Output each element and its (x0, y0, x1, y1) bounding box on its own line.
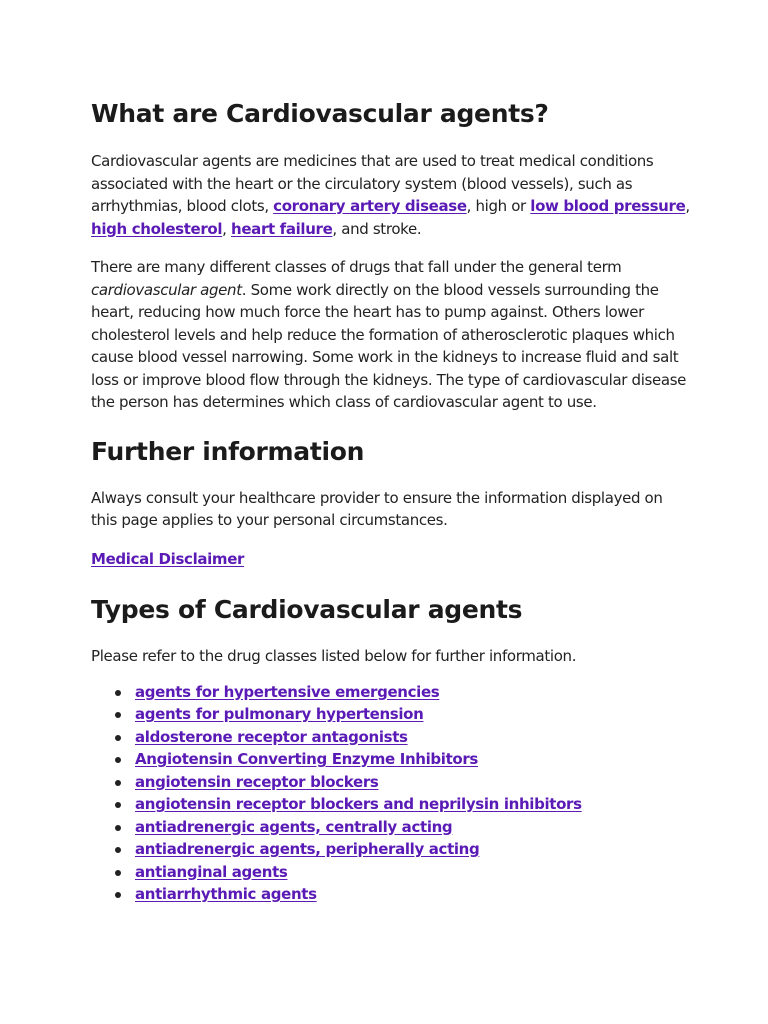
drug-classes-paragraph (91, 256, 691, 414)
link-drug-class[interactable]: antianginal agents (135, 862, 288, 881)
link-drug-class[interactable]: agents for pulmonary hypertension (135, 705, 424, 723)
link-heart-failure[interactable]: heart failure (231, 219, 333, 238)
intro-text-5: , and stroke. (332, 219, 422, 238)
list-item (91, 703, 691, 726)
intro-text-3: , (685, 197, 690, 215)
bullet-icon (115, 757, 121, 763)
list-item (91, 726, 691, 749)
bullet-icon (115, 690, 121, 696)
bullet-icon (115, 825, 121, 831)
drug-class-list (91, 681, 691, 906)
link-low-blood-pressure[interactable]: low blood pressure (530, 197, 686, 215)
consult-paragraph: Always consult your healthcare provider to ensure the information displayed on this page applies to your personal circumstances. (91, 488, 663, 529)
link-medical-disclaimer[interactable]: Medical Disclaimer (91, 549, 245, 568)
bullet-icon (115, 780, 121, 786)
bullet-icon (115, 870, 121, 876)
heading-types-of-cardiovascular-agents: Types of Cardiovascular agents (91, 595, 523, 624)
link-drug-class[interactable]: antiadrenergic agents, peripherally acting (135, 840, 480, 858)
refer-paragraph: Please refer to the drug classes listed below for further information. (91, 647, 577, 665)
link-drug-class[interactable]: angiotensin receptor blockers and neprilysin inhibitors (135, 795, 582, 813)
heading-further-information: Further information (91, 436, 365, 466)
link-drug-class[interactable]: antiarrhythmic agents (135, 885, 317, 903)
article-content (91, 96, 691, 906)
disclaimer-paragraph (91, 548, 691, 571)
list-item (91, 748, 691, 771)
bullet-icon (115, 802, 121, 808)
classes-term: cardiovascular agent (91, 280, 242, 299)
heading-what-are-cardiovascular-agents: What are Cardiovascular agents? (91, 99, 549, 128)
intro-paragraph (91, 150, 691, 240)
list-item (91, 771, 691, 794)
link-drug-class[interactable]: aldosterone receptor antagonists (135, 727, 408, 746)
classes-text-1: There are many different classes of drugs that fall under the general term (91, 258, 622, 276)
list-item (91, 883, 691, 906)
list-item (91, 793, 691, 816)
intro-text-1: Cardiovascular agents are medicines that are used to treat medical conditions associated with the heart or the circulatory system (blood vessels), such as arrhythmias, blood clots, (91, 152, 654, 215)
bullet-icon (115, 847, 121, 853)
link-high-cholesterol[interactable]: high cholesterol (91, 219, 223, 238)
list-item (91, 681, 691, 704)
intro-text-2: , high or (466, 197, 531, 215)
bullet-icon (115, 712, 121, 718)
list-item (91, 816, 691, 839)
bullet-icon (115, 892, 121, 898)
link-drug-class[interactable]: angiotensin receptor blockers (135, 772, 379, 791)
link-drug-class[interactable]: agents for hypertensive emergencies (135, 682, 440, 701)
classes-text-2: . Some work directly on the blood vessels surrounding the heart, reducing how much force the heart has to pump against. Others lower cholesterol levels and help reduce the formation of atherosclerotic plaques which cause blood vessel narrowing. Some work in the kidneys to increase fluid and salt loss or improve blood flow through the kidneys. The type of cardiovascular disease the person has determines which class of cardiovascular agent to use. (91, 280, 687, 411)
bullet-icon (115, 735, 121, 741)
link-drug-class[interactable]: Angiotensin Converting Enzyme Inhibitors (135, 750, 478, 768)
list-item (91, 838, 691, 861)
link-coronary-artery-disease[interactable]: coronary artery disease (273, 197, 467, 215)
intro-text-4: , (222, 219, 232, 238)
link-drug-class[interactable]: antiadrenergic agents, centrally acting (135, 817, 453, 836)
list-item (91, 861, 691, 884)
